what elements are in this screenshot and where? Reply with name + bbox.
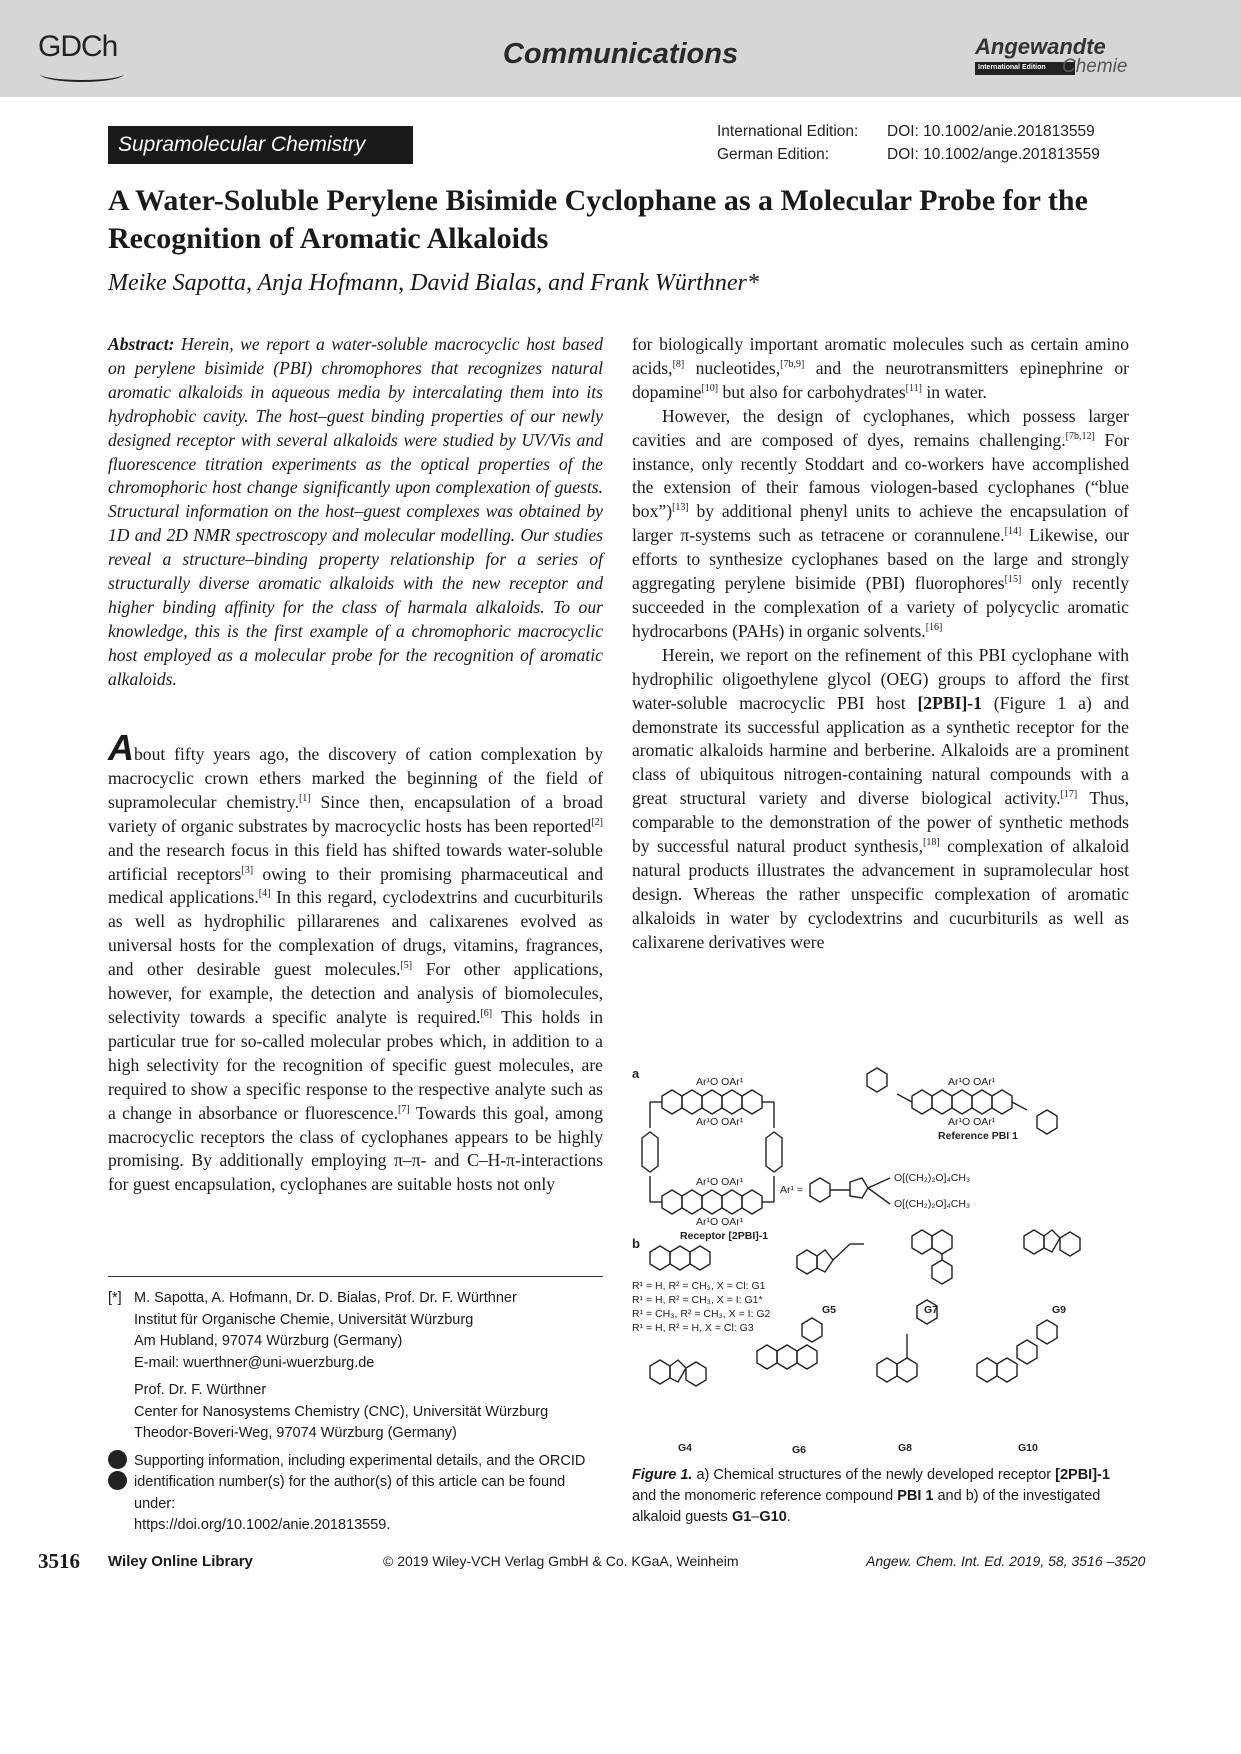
body-text: This holds in particular true for so-called molecular probes which, in addition to a high selectivity for the recognition of specific guest molecules, are required to show a specific response to the respective analyte such as a change in absorbance or fluorescence. [108, 1006, 603, 1123]
guest-label: G4 [678, 1442, 693, 1454]
substituent-legend: R¹ = H, R² = H, X = Cl: G3 [632, 1322, 754, 1334]
guest-label: G5 [822, 1304, 837, 1316]
reference-label: Reference PBI 1 [938, 1130, 1018, 1142]
citation-ref[interactable]: [10] [701, 382, 719, 394]
structure-label: Ar¹O OAr¹ [696, 1216, 744, 1228]
footnote-line: Theodor-Boveri-Weg, 97074 Würzburg (Germany) [134, 1425, 457, 1441]
doi-intl-label: International Edition: [717, 123, 859, 140]
orcid-icon [108, 1471, 127, 1490]
footnote-line: Center for Nanosystems Chemistry (CNC), Universität Würzburg [134, 1403, 549, 1420]
receptor-label: Receptor [2PBI]-1 [680, 1230, 769, 1242]
article-category: Supramolecular Chemistry [108, 126, 413, 164]
abstract-text: Herein, we report a water-soluble macrocyclic host based on perylene bisimide (PBI) chromophores that recognizes natural aromatic alkaloids in aqueous media by intercalating them into its hydrophobic cavity. The host–guest binding properties of our newly designed receptor with several alkaloids were studied by UV/Vis and fluorescence titration experiments as the optical properties of the chromophoric host change significantly upon complexation of guests. Structural information on the host–guest complexes was obtained by 1D and 2D NMR spectroscopy and molecular modelling. Our studies reveal a structure–binding property relationship for a series of structurally diverse aromatic alkaloids with the new receptor and higher binding affinity for the class of harmala alkaloids. To our knowledge, this is the first example of a chromophoric macrocyclic host employed as a molecular probe for the recognition of aromatic alkaloids. [108, 334, 604, 689]
structure-label: Ar¹ = [780, 1184, 804, 1196]
guest-label: G6 [792, 1444, 807, 1456]
body-text: owing to their promising pharmaceutical and medical applications. [108, 863, 603, 908]
caption-text: a) Chemical structures of the newly developed receptor [692, 1467, 1056, 1483]
page-number: 3516 [38, 1549, 80, 1573]
journal-logo-sub: Chemie [1062, 56, 1128, 77]
caption-text: and the monomeric reference compound [632, 1488, 898, 1504]
body-text: Herein, we report on the refinement of this PBI cyclophane with hydrophilic oligoethylene glycol (OEG) groups to afford the first water-soluble macrocyclic PBI host [632, 644, 1129, 713]
indole-core-icon [1024, 1230, 1080, 1256]
body-text: For instance, only recently Stoddart and co-workers have accomplished the extension of their famous viologen-based cyclophanes (“blue box”) [632, 429, 1129, 522]
footnote-line: Institut für Organische Chemie, Universität Würzburg [134, 1311, 474, 1328]
citation-ref[interactable]: [7] [398, 1103, 410, 1115]
wiley-online-library-link[interactable]: Wiley Online Library [108, 1553, 253, 1570]
guest-label: G10 [1018, 1442, 1038, 1454]
citation-ref[interactable]: [18] [923, 837, 940, 849]
figure-1 [632, 1066, 1129, 1461]
journal-logo-edition: International Edition [978, 64, 1046, 71]
panel-label-a: a [632, 1066, 640, 1081]
isoquinoline-core-icon [977, 1320, 1057, 1382]
journal-citation: Angew. Chem. Int. Ed. 2019, 58, 3516 –3520 [866, 1553, 1146, 1569]
caption-compound: [2PBI]-1 [1055, 1467, 1110, 1483]
citation-ref[interactable]: [7b,9] [780, 359, 805, 371]
isoquinoline-core-icon [912, 1230, 952, 1284]
structure-label: O[(CH₂)₂O]₄CH₃ [894, 1172, 971, 1184]
body-text: (Figure 1 a) and demonstrate its successful application as a synthetic receptor for the aromatic alkaloids harmine and berberine. Alkaloids are a prominent class of ubiquitous nitrogen-containing natural compounds with a great structural variety and diverse biological activity. [632, 692, 1129, 809]
citation-ref[interactable]: [16] [925, 622, 943, 634]
structure-label: Ar¹O OAr¹ [948, 1076, 996, 1088]
citation-ref[interactable]: [14] [1004, 526, 1022, 538]
body-text: Thus, comparable to the demonstration of the power of synthetic methods by successful natural product synthesis, [632, 788, 1129, 857]
publisher-logo: GDCh [38, 30, 118, 63]
body-text: for biologically important aromatic molecules such as certain amino acids, [632, 334, 1129, 378]
substituent-legend: R¹ = H, R² = CH₃, X = I: G1* [632, 1294, 763, 1306]
substituent-legend: R¹ = H, R² = CH₃, X = Cl: G1 [632, 1280, 766, 1292]
supporting-info-text: Supporting information, including experimental details, and the ORCID identification number(s) for the author(s) of this article can be found under: [134, 1452, 586, 1512]
caption-compound: PBI 1 [897, 1488, 934, 1504]
indole-core-icon [650, 1246, 710, 1270]
body-text: complexation of alkaloid natural products illustrates the advancement in supramolecular host design. Whereas the rather unspecific complexation of aromatic alkaloids in water by cyclodextrins and cucurbiturils as well as calixarene derivatives were [632, 836, 1129, 952]
guest-label: G9 [1052, 1304, 1067, 1316]
citation-ref[interactable]: [7b,12] [1065, 430, 1095, 442]
body-left-column [108, 727, 604, 1197]
abstract [108, 333, 603, 692]
citation-ref[interactable]: [3] [241, 864, 254, 876]
citation-ref[interactable]: [6] [480, 1008, 493, 1020]
structure-label: Ar¹O OAr¹ [696, 1076, 744, 1088]
indole-core-icon [797, 1244, 864, 1274]
panel-label-b: b [632, 1236, 640, 1251]
body-text: Towards this goal, among macrocyclic receptors the class of cyclophanes appears to be highly promising. By additionally employing π–π- and C–H-π-interactions for guest encapsulation, cyclophanes are suitable hosts not only [108, 1102, 603, 1195]
body-text: In this regard, cyclodextrins and cucurbiturils as well as hydrophilic pillararenes and calixarenes evolved as universal hosts for the complexation of drugs, vitamins, fragrances, and other desirable guest molecules. [108, 887, 604, 980]
body-text: bout fifty years ago, the discovery of cation complexation by macrocyclic crown ethers marked the beginning of the field of supramolecular chemistry. [108, 744, 603, 812]
supporting-info-link[interactable]: https://doi.org/10.1002/anie.201813559. [134, 1517, 391, 1533]
caption-compound: G1 [731, 1509, 752, 1525]
body-text: in water. [921, 381, 987, 402]
body-text: nucleotides, [684, 357, 781, 378]
doi-intl-link[interactable]: DOI: 10.1002/anie.201813559 [887, 123, 1095, 140]
citation-ref[interactable]: [11] [905, 382, 922, 394]
caption-text: – [751, 1509, 760, 1525]
citation-ref[interactable]: [5] [400, 960, 413, 972]
article-title: A Water-Soluble Perylene Bisimide Cyclophane as a Molecular Probe for the Recognition of Aromatic Alkaloids [108, 184, 1088, 255]
body-text: Since then, encapsulation of a broad variety of organic substrates by macrocyclic hosts has been reported [108, 791, 603, 836]
figure-caption [632, 1465, 1129, 1528]
structure-label: Ar¹O OAr¹ [696, 1176, 744, 1188]
section-title: Communications [502, 38, 739, 70]
body-text: by additional phenyl units to achieve the encapsulation of larger π-systems such as tetracene or corannulene. [632, 501, 1129, 546]
guest-label: G7 [924, 1304, 939, 1316]
drop-cap: A [108, 727, 134, 768]
guest-label: G8 [898, 1442, 913, 1454]
citation-ref[interactable]: [15] [1004, 574, 1022, 586]
body-text: and the research focus in this field has shifted towards water-soluble artificial receptors [108, 839, 603, 884]
body-text: Likewise, our efforts to synthesize cyclophanes based on the large and strongly aggregating perylene bisimide (PBI) fluorophores [632, 525, 1129, 594]
caption-text: and b) of the investigated alkaloid guests [632, 1488, 1101, 1525]
perylene-core-icon [650, 1190, 774, 1214]
body-text: and the neurotransmitters epinephrine or dopamine [632, 357, 1129, 402]
footnote-line: M. Sapotta, A. Hofmann, Dr. D. Bialas, Prof. Dr. F. Würthner [134, 1290, 517, 1306]
article-authors: Meike Sapotta, Anja Hofmann, David Bialas, and Frank Würthner* [108, 270, 759, 296]
caption-compound: G10 [759, 1509, 787, 1525]
citation-ref[interactable]: [17] [1060, 789, 1078, 801]
citation-ref[interactable]: [13] [672, 502, 689, 514]
body-text: but also for carbohydrates [718, 381, 906, 402]
compound-ref: [2PBI]-1 [917, 692, 982, 713]
footnote-mark: [*] [108, 1290, 122, 1306]
citation-ref[interactable]: [1] [298, 792, 311, 804]
copyright: © 2019 Wiley-VCH Verlag GmbH & Co. KGaA, Weinheim [383, 1553, 739, 1569]
caption-text: . [786, 1509, 791, 1525]
citation-ref[interactable]: [4] [258, 888, 271, 900]
doi-german-label: German Edition: [717, 146, 829, 163]
body-text: However, the design of cyclophanes, which possess larger cavities and are composed of dyes, remains challenging. [632, 405, 1129, 450]
journal-logo-main: Angewandte [975, 34, 1106, 59]
caption-label: Figure 1. [632, 1467, 693, 1483]
citation-ref[interactable]: [8] [672, 359, 685, 371]
perylene-core-icon [650, 1090, 774, 1114]
footnote-rule [108, 1276, 603, 1277]
indole-core-icon [650, 1360, 706, 1386]
body-text: For other applications, however, for example, the detection and analysis of biomolecules, selectivity towards a specific analyte is required. [108, 959, 603, 1027]
doi-german-link[interactable]: DOI: 10.1002/ange.201813559 [887, 146, 1100, 163]
body-text: only recently succeeded in the complexation of a variety of polycyclic aromatic hydrocarbons (PAHs) in organic solvents. [632, 573, 1129, 641]
body-right-column [632, 333, 1129, 955]
footnote-line: Prof. Dr. F. Würthner [134, 1382, 267, 1398]
abstract-label: Abstract: [108, 334, 175, 354]
doi-block [717, 120, 1100, 166]
citation-ref[interactable]: [2] [591, 816, 603, 828]
footnote-line: Am Hubland, 97074 Würzburg (Germany) [134, 1333, 403, 1349]
structure-label: O[(CH₂)₂O]₄CH₃ [894, 1198, 971, 1210]
substituent-legend: R¹ = CH₃, R² = CH₃, X = I: G2 [632, 1308, 771, 1320]
structure-label: Ar¹O OAr¹ [696, 1116, 744, 1128]
berberine-core-icon [757, 1318, 822, 1369]
footnote-email[interactable]: E-mail: wuerthner@uni-wuerzburg.de [134, 1354, 375, 1371]
structure-label: Ar¹O OAr¹ [948, 1116, 996, 1128]
supporting-info-icon [108, 1450, 127, 1469]
